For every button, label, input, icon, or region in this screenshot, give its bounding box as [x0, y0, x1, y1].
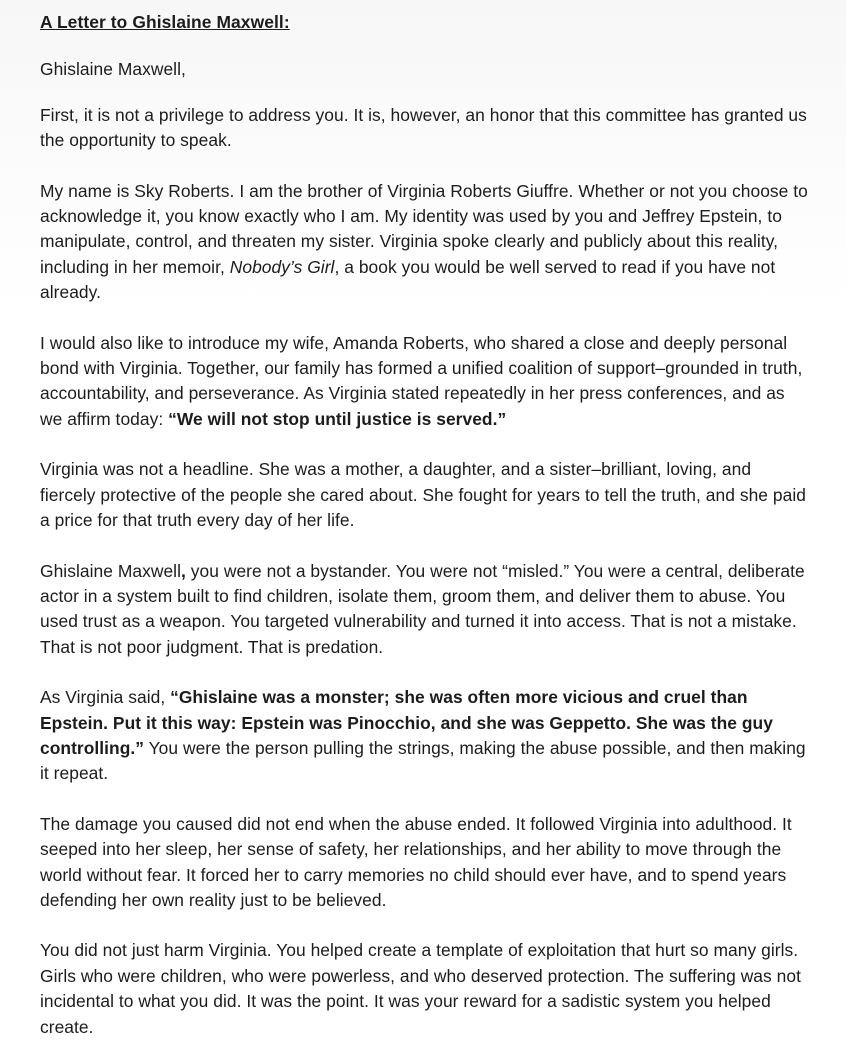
paragraph-2-text-b: , a book you would be well served to read if you have not already. [40, 256, 776, 303]
paragraph-4: Virginia was not a headline. She was a mother, a daughter, and a sister–brilliant, loving, and fiercely protective of the people she cared about. She fought for years to tell the truth, and she paid a price for that truth every day of her life. [40, 459, 806, 531]
paragraph-5-text: you were not a bystander. You were not “misled.” You were a central, deliberate actor in a system built to find children, isolate them, groom them, and deliver them to abuse. You used trust as a weapon. You targeted vulnerability and turned it into access. That is not a mistake. That is not poor judgment. That is predation. [40, 560, 805, 657]
paragraph-6 [40, 685, 810, 787]
justice-quote: “We will not stop until justice is served.” [168, 408, 507, 429]
letter-body [40, 10, 810, 1040]
salutation: Ghislaine Maxwell, [40, 59, 186, 80]
paragraph-7: The damage you caused did not end when the abuse ended. It followed Virginia into adulthood. It seeped into her sleep, her sense of safety, her relationships, and her ability to move through the world without fear. It forced her to carry memories no child should ever have, and to spend years defending her own reality just to be believed. [40, 813, 792, 910]
memoir-title: Nobody’s Girl [229, 256, 335, 277]
paragraph-6-text-a: As Virginia said, [40, 687, 171, 708]
paragraph-3-text: I would also like to introduce my wife, Amanda Roberts, who shared a close and deeply personal bond with Virginia. Together, our family has formed a unified coalition of support–grounded in truth, accountability, and perseverance. As Virginia stated repeatedly in her press conferences, and as we affirm today: [40, 332, 803, 429]
paragraph-5-comma: , [181, 560, 186, 581]
paragraph-8: You did not just harm Virginia. You helped create a template of exploitation that hurt so many girls. Girls who were children, who were powerless, and who deserved protection. The suffering was not incidental to what you did. It was the point. It was your reward for a sadistic system you helped create. [40, 940, 801, 1037]
paragraph-6-text-b: You were the person pulling the strings, making the abuse possible, and then making it repeat. [40, 737, 806, 784]
monster-quote: “Ghislaine was a monster; she was often more vicious and cruel than Epstein. Put it this way: Epstein was Pinocchio, and she was Geppetto. She was the guy controlling.” [40, 687, 773, 758]
paragraph-5-name: Ghislaine Maxwell [40, 560, 181, 581]
letter-title: A Letter to Ghislaine Maxwell: [40, 12, 290, 32]
paragraph-5 [40, 559, 810, 661]
paragraph-1: First, it is not a privilege to address you. It is, however, an honor that this committee has granted us the opportunity to speak. [40, 104, 807, 151]
paragraph-2 [40, 179, 810, 306]
paragraph-3 [40, 331, 810, 433]
paragraph-2-text-a: My name is Sky Roberts. I am the brother of Virginia Roberts Giuffre. Whether or not you choose to acknowledge it, you know exactly who I am. My identity was used by you and Jeffrey Epstein, to manipulate, control, and threaten my sister. Virginia spoke clearly and publicly about this reality, including in her memoir, [40, 180, 808, 277]
